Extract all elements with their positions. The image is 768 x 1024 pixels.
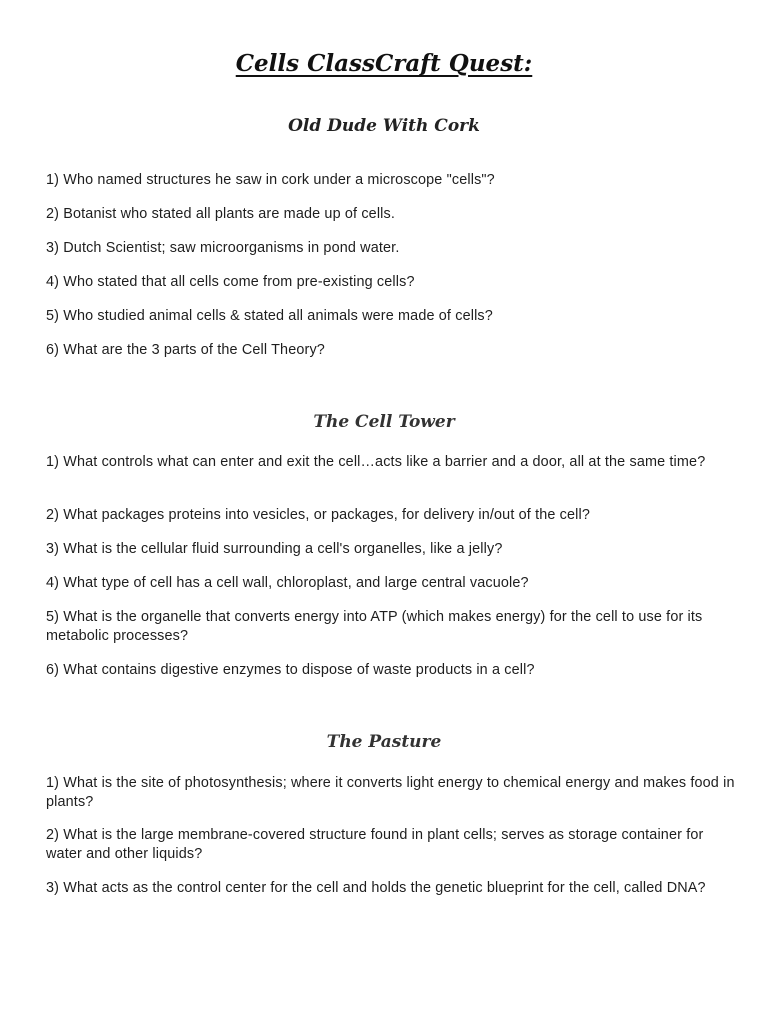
question-item: 1) What is the site of photosynthesis; where it converts light energy to chemical energy and makes food in plants? bbox=[46, 775, 735, 810]
question-item: 6) What contains digestive enzymes to dispose of waste products in a cell? bbox=[46, 662, 535, 678]
question-item: 3) Dutch Scientist; saw microorganisms in pond water. bbox=[46, 240, 400, 256]
section-heading-the-cell-tower: The Cell Tower bbox=[313, 412, 455, 432]
question-item: 5) What is the organelle that converts energy into ATP (which makes energy) for the cell to use for its metabolic processes? bbox=[46, 609, 703, 644]
question-item: 1) What controls what can enter and exit the cell…acts like a barrier and a door, all at the same time? bbox=[46, 454, 706, 470]
question-item: 1) Who named structures he saw in cork under a microscope "cells"? bbox=[46, 172, 495, 188]
question-item: 4) What type of cell has a cell wall, chloroplast, and large central vacuole? bbox=[46, 575, 529, 591]
question-item: 2) Botanist who stated all plants are made up of cells. bbox=[46, 206, 396, 222]
question-item: 4) Who stated that all cells come from pre-existing cells? bbox=[46, 274, 415, 290]
question-item: 5) Who studied animal cells & stated all animals were made of cells? bbox=[46, 308, 493, 324]
question-item: 2) What is the large membrane-covered structure found in plant cells; serves as storage container for water and other liquids? bbox=[46, 827, 704, 862]
question-item: 6) What are the 3 parts of the Cell Theory? bbox=[46, 342, 325, 358]
section-heading-the-pasture: The Pasture bbox=[326, 732, 442, 752]
question-item: 2) What packages proteins into vesicles, or packages, for delivery in/out of the cell? bbox=[46, 507, 591, 523]
section-heading-old-dude-with-cork: Old Dude With Cork bbox=[288, 116, 480, 136]
page-title: Cells ClassCraft Quest: bbox=[235, 50, 533, 77]
question-item: 3) What is the cellular fluid surrounding a cell's organelles, like a jelly? bbox=[46, 541, 503, 557]
question-item: 3) What acts as the control center for the cell and holds the genetic blueprint for the cell, called DNA? bbox=[46, 880, 706, 896]
